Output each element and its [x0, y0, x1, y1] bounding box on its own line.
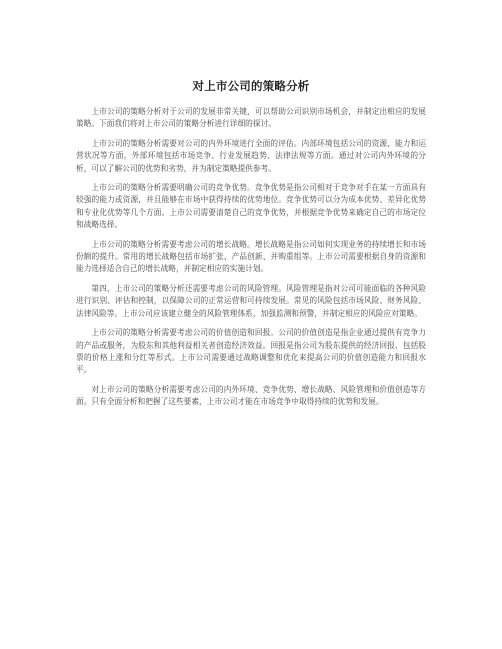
paragraph-6: 上市公司的策略分析需要考虑公司的价值创造和回报。公司的价值创造是指企业通过提供有竞争力的产品或服务，为股东和其他利益相关者创造经济效益。回报是指公司为股东提供的经济回报，包括股票的价格上涨和分红等形式。上市公司需要通过战略调整和优化来提高公司的价值创造能力和回报水平。 — [76, 328, 426, 375]
paragraph-3: 上市公司的策略分析需要明确公司的竞争优势。竞争优势是指公司相对于竞争对手在某一方面具有较强的能力或资源，并且能够在市场中获得持续的优势地位。竞争优势可以分为成本优势、差异化优势和专业化优势等几个方面。上市公司需要清楚自己的竞争优势，并根据竞争优势来确定自己的市场定位和战略选择。 — [76, 183, 426, 230]
paragraph-5: 第四，上市公司的策略分析还需要考虑公司的风险管理。风险管理是指对公司可能面临的各种风险进行识别、评估和控制，以保障公司的正常运营和可持续发展。常见的风险包括市场风险、财务风险、法律风险等。上市公司应该建立健全的风险管理体系，加强监测和预警，并制定相应的风险应对策略。 — [76, 283, 426, 318]
paragraph-7: 对上市公司的策略分析需要考虑公司的内外环境、竞争优势、增长战略、风险管理和价值创造等方面。只有全面分析和把握了这些要素，上市公司才能在市场竞争中取得持续的优势和发展。 — [76, 384, 426, 407]
paragraph-2: 上市公司的策略分析需要对公司的内外环境进行全面的评估。内部环境包括公司的资源、能力和运营状况等方面，外部环境包括市场竞争、行业发展趋势、法律法规等方面。通过对公司内外环境的分析，可以了解公司的优势和劣势，并为制定策略提供参考。 — [76, 138, 426, 173]
paragraph-1: 上市公司的策略分析对于公司的发展非常关键，可以帮助公司识别市场机会，并制定出相应的发展策略。下面我们将对上市公司的策略分析进行详细的探讨。 — [76, 107, 426, 129]
document-title: 对上市公司的策略分析 — [192, 79, 310, 93]
paragraph-4: 上市公司的策略分析需要考虑公司的增长战略。增长战略是指公司如何实现业务的持续增长和市场份额的提升。常用的增长战略包括市场扩张、产品创新、并购重组等。上市公司需要根据自身的资源和能力选择适合自己的增长战略，并制定相应的实施计划。 — [76, 239, 426, 274]
